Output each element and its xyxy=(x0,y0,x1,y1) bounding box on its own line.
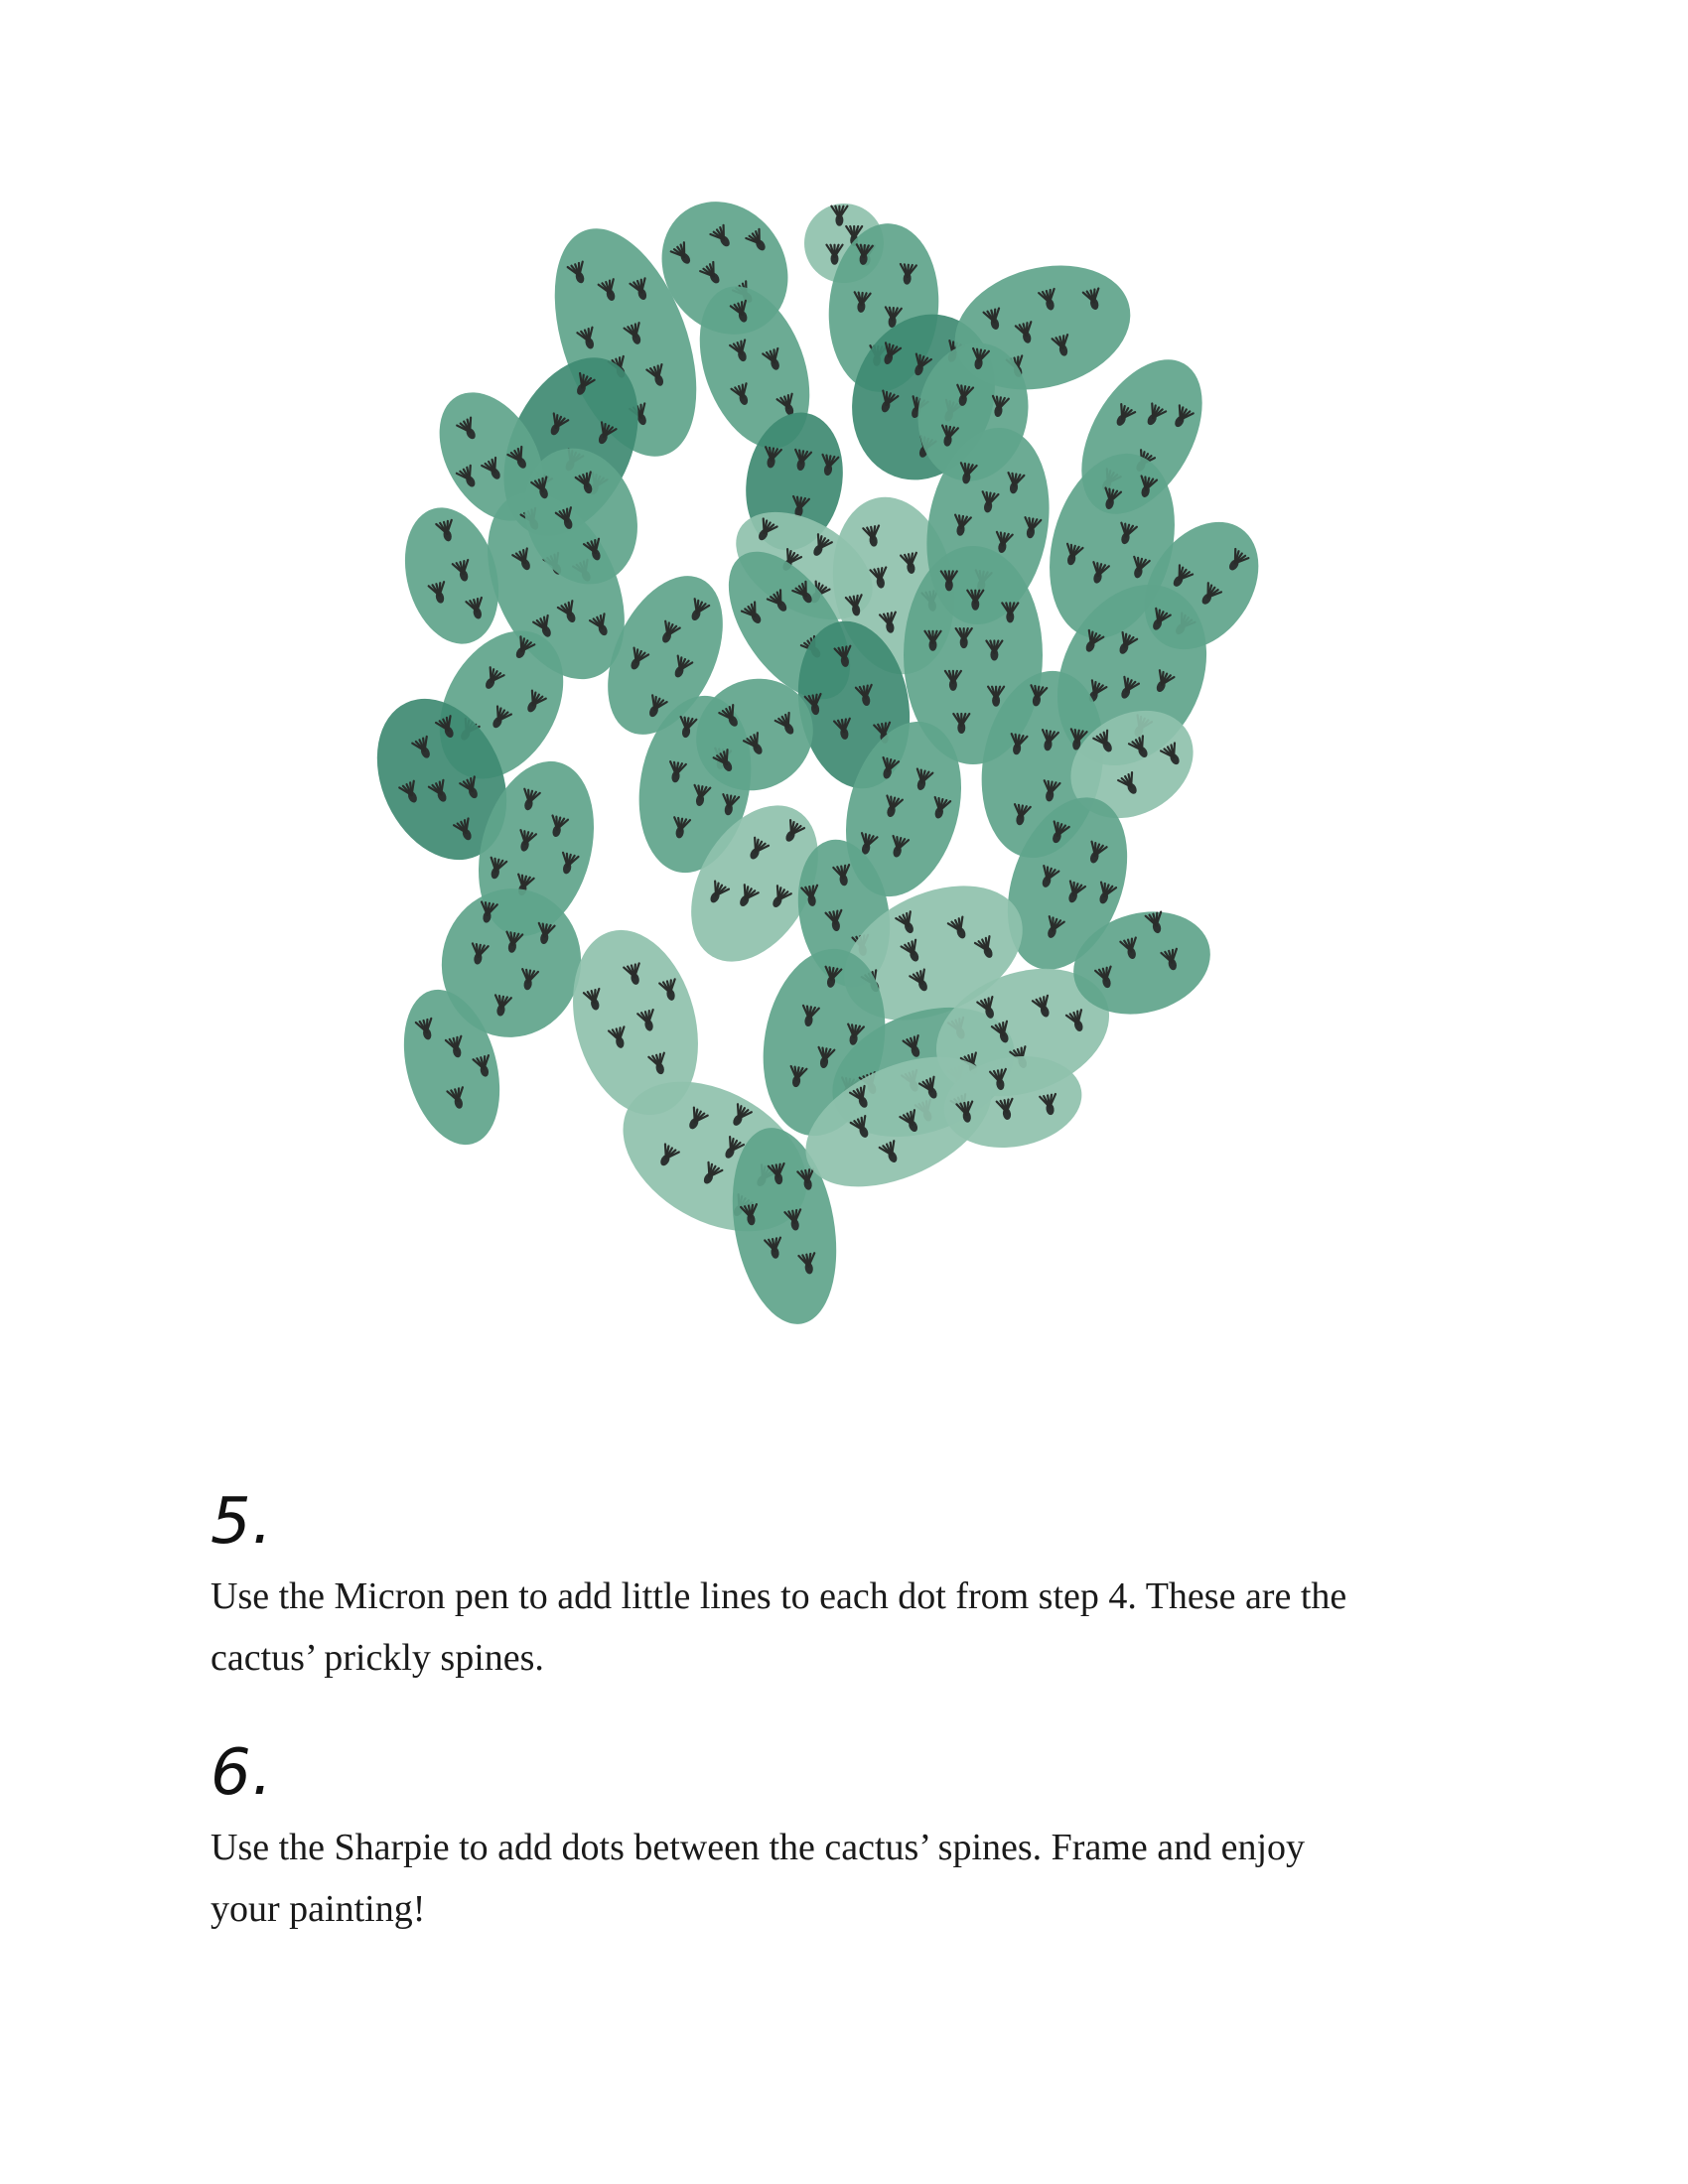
step-text-line: Use the Sharpie to add dots between the cactus’ spines. Frame and enjoy xyxy=(211,1827,1306,1868)
step-number: 5. xyxy=(211,1485,274,1559)
step-text-line: your painting! xyxy=(211,1888,426,1930)
step-6 xyxy=(211,1735,1501,1940)
step-text-line: cactus’ prickly spines. xyxy=(211,1637,544,1679)
cactus-painting xyxy=(328,189,1360,1499)
step-instructions xyxy=(211,1566,1501,1689)
step-instructions xyxy=(211,1817,1501,1940)
step-5 xyxy=(211,1484,1501,1689)
step-text-line: Use the Micron pen to add little lines to each dot from step 4. These are the xyxy=(211,1575,1347,1617)
cactus-illustration xyxy=(328,189,1360,1499)
step-number: 6. xyxy=(211,1736,274,1810)
